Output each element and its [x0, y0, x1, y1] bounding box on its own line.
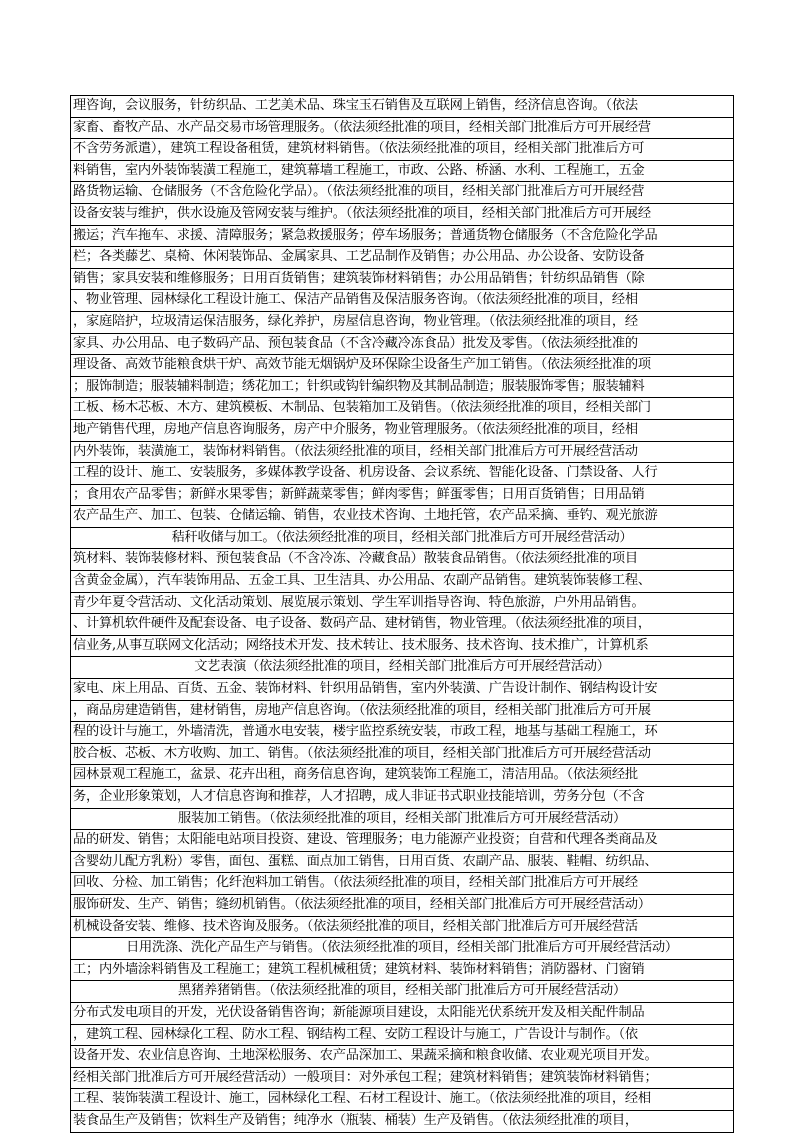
- table-row: 园林景观工程施工，盆景、花卉出租，商务信息咨询，建筑装饰工程施工，清洁用品。（依法须经批: [71, 765, 733, 787]
- table-row: 筑材料、装饰装修材料、预包装食品（不含冷冻、冷藏食品）散装食品销售。（依法须经批准的项目: [71, 549, 733, 571]
- table-row: ；食用农产品零售；新鲜水果零售；新鲜蔬菜零售；鲜肉零售；鲜蛋零售；日用百货销售；日用品销: [71, 485, 733, 507]
- table-row: ；服饰制造；服装辅料制造；绣花加工；针织或钩针编织物及其制品制造；服装服饰零售；服装辅料: [71, 377, 733, 399]
- table-row: 工；内外墙涂料销售及工程施工；建筑工程机械租赁；建筑材料、装饰材料销售；消防器材、门窗销: [71, 960, 733, 982]
- table-row: 家具、办公用品、电子数码产品、预包装食品（不含冷藏冷冻食品）批发及零售。（依法须经批准的: [71, 334, 733, 356]
- table-row: 含婴幼儿配方乳粉）零售，面包、蛋糕、面点加工销售，日用百货、农副产品、服装、鞋帽、纺织品、: [71, 852, 733, 874]
- table-row: 黑猪养猪销售。（依法须经批准的项目，经相关部门批准后方可开展经营活动）: [71, 981, 733, 1003]
- table-row: 含黄金金属），汽车装饰用品、五金工具、卫生洁具、办公用品、农副产品销售。建筑装饰装修工程、: [71, 571, 733, 593]
- table-row: 内外装饰，装潢施工，装饰材料销售。（依法须经批准的项目，经相关部门批准后方可开展经营活动: [71, 442, 733, 464]
- table-row: 栏；各类藤艺、桌椅、休闲装饰品、金属家具、工艺品制作及销售；办公用品、办公设备、安防设备: [71, 247, 733, 269]
- table-row: 品的研发、销售；太阳能电站项目投资、建设、管理服务；电力能源产业投资；自营和代理各类商品及: [71, 830, 733, 852]
- table-row: 青少年夏令营活动、文化活动策划、展览展示策划、学生军训指导咨询、特色旅游，户外用品销售。: [71, 593, 733, 615]
- table-row: 理咨询，会议服务，针纺织品、工艺美术品、珠宝玉石销售及互联网上销售，经济信息咨询。（依法: [71, 96, 733, 118]
- table-row: 工程的设计、施工、安装服务，多媒体教学设备、机房设备、会议系统、智能化设备、门禁设备、人行: [71, 463, 733, 485]
- table-row: 服装加工销售。（依法须经批准的项目，经相关部门批准后方可开展经营活动）: [71, 809, 733, 831]
- table-row: 料销售，室内外装饰装潢工程施工，建筑幕墙工程施工，市政、公路、桥涵、水利、工程施工，五金: [71, 161, 733, 183]
- table-row: 日用洗涤、洗化产品生产与销售。（依法须经批准的项目，经相关部门批准后方可开展经营活动）: [71, 938, 733, 960]
- table-row: 信业务,从事互联网文化活动；网络技术开发、技术转让、技术服务、技术咨询、技术推广，计算机系: [71, 636, 733, 658]
- table-row: 理设备、高效节能粮食烘干炉、高效节能无烟锅炉及环保除尘设备生产加工销售。（依法须经批准的项: [71, 355, 733, 377]
- table-row: 农产品生产、加工、包装、仓储运输、销售，农业技术咨询、土地托管，农产品采摘、垂钓、观光旅游: [71, 506, 733, 528]
- table-row: 销售；家具安装和维修服务；日用百货销售；建筑装饰材料销售；办公用品销售；针纺织品销售（除: [71, 269, 733, 291]
- table-row: 地产销售代理，房地产信息咨询服务，房产中介服务，物业管理服务。（依法须经批准的项目，经相: [71, 420, 733, 442]
- table-row: 装食品生产及销售；饮料生产及销售；纯净水（瓶装、桶装）生产及销售。（依法须经批准的项目，: [73, 1112, 638, 1128]
- table-row: 分布式发电项目的开发，光伏设备销售咨询；新能源项目建设，太阳能光伏系统开发及相关配件制品: [71, 1003, 733, 1025]
- table-row: ，商品房建造销售，建材销售，房地产信息咨询。（依法须经批准的项目，经相关部门批准后方可开展: [71, 701, 733, 723]
- table-row: 家畜、畜牧产品、水产品交易市场管理服务。（依法须经批准的项目，经相关部门批准后方可开展经营: [71, 118, 733, 140]
- table-row: 工板、杨木芯板、木方、建筑模板、木制品、包装箱加工及销售。（依法须经批准的项目，经相关部门: [71, 398, 733, 420]
- table-row: 家电、床上用品、百货、五金、装饰材料、针织用品销售，室内外装潢、广告设计制作、钢结构设计安: [71, 679, 733, 701]
- table-row: 务，企业形象策划，人才信息咨询和推荐，人才招聘，成人非证书式职业技能培训，劳务分包（不含: [71, 787, 733, 809]
- table-row: 胶合板、芯板、木方收购、加工、销售。（依法须经批准的项目，经相关部门批准后方可开展经营活动: [71, 744, 733, 766]
- table-row: 服饰研发、生产、销售；缝纫机销售。（依法须经批准的项目，经相关部门批准后方可开展经营活动）: [71, 895, 733, 917]
- table-row: 文艺表演（依法须经批准的项目，经相关部门批准后方可开展经营活动）: [71, 657, 733, 679]
- table-row: 经相关部门批准后方可开展经营活动）一般项目：对外承包工程；建筑材料销售；建筑装饰材料销售；: [71, 1068, 733, 1090]
- table-row: 秸秆收储与加工。（依法须经批准的项目，经相关部门批准后方可开展经营活动）: [71, 528, 733, 550]
- table-row: ，家庭陪护，垃圾清运保洁服务，绿化养护，房屋信息咨询，物业管理。（依法须经批准的项目，经: [71, 312, 733, 334]
- table-row: 机械设备安装、维修、技术咨询及服务。（依法须经批准的项目，经相关部门批准后方可开展经营活: [71, 917, 733, 939]
- table-row: 工程、装饰装潢工程设计、施工，园林绿化工程、石材工程设计、施工。（依法须经批准的项目，经相: [71, 1089, 733, 1111]
- table-row: ，建筑工程、园林绿化工程、防水工程、钢结构工程、安防工程设计与施工，广告设计与制作。（依: [71, 1025, 733, 1047]
- table-row: 回收、分检、加工销售；化纤泡料加工销售。（依法须经批准的项目，经相关部门批准后方可开展经: [71, 873, 733, 895]
- table-row: 程的设计与施工，外墙清洗，普通水电安装，楼宇监控系统安装，市政工程，地基与基础工程施工，环: [71, 722, 733, 744]
- table-row: 、计算机软件硬件及配套设备、电子设备、数码产品、建材销售，物业管理。（依法须经批准的项目，: [71, 614, 733, 636]
- table-row: 设备开发、农业信息咨询、土地深松服务、农产品深加工、果蔬采摘和粮食收储、农业观光项目开发。: [71, 1046, 733, 1068]
- business-scope-table: [70, 95, 734, 1133]
- table-row: 设备安装与维护，供水设施及管网安装与维护。（依法须经批准的项目，经相关部门批准后方可开展经: [71, 204, 733, 226]
- table-row: 、物业管理、园林绿化工程设计施工、保洁产品销售及保洁服务咨询。（依法须经批准的项目，经相: [71, 290, 733, 312]
- table-row: 搬运；汽车拖车、求援、清障服务；紧急救援服务；停车场服务；普通货物仓储服务（不含危险化学品: [71, 226, 733, 248]
- table-row: 路货物运输、仓储服务（不含危险化学品）。（依法须经批准的项目，经相关部门批准后方可开展经营: [71, 182, 733, 204]
- table-row: 不含劳务派遣），建筑工程设备租赁，建筑材料销售。（依法须经批准的项目，经相关部门批准后方可: [71, 139, 733, 161]
